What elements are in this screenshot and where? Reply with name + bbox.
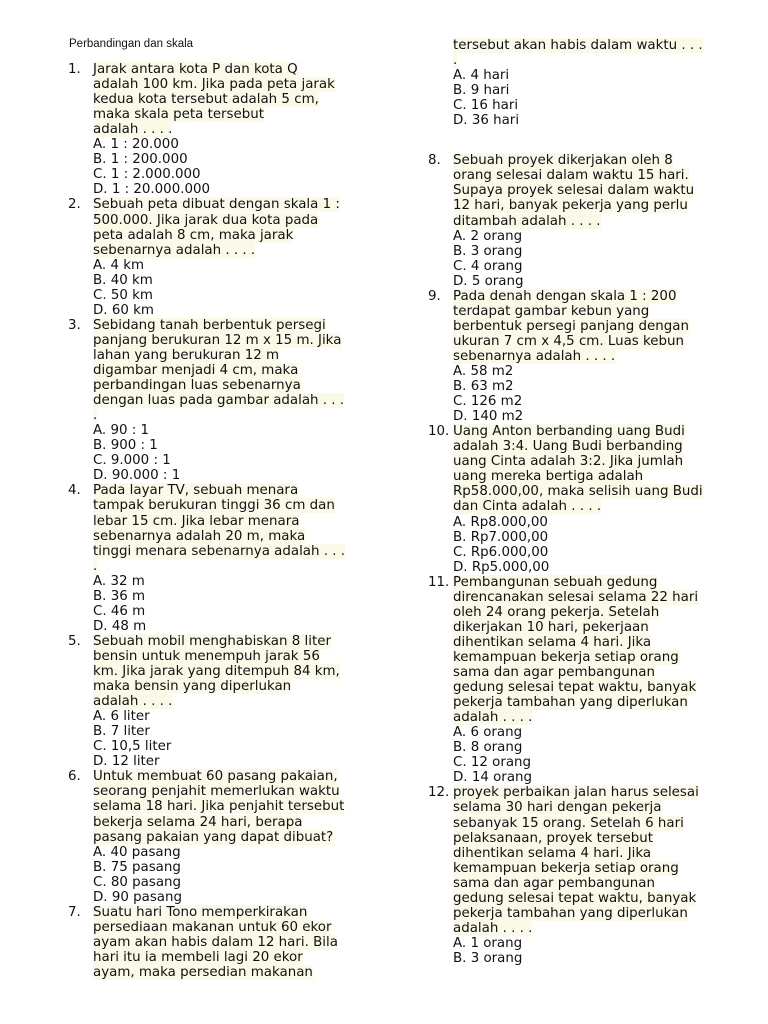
answer-option: A. 4 hari [453, 68, 510, 84]
question-text-line: sama dan agar pembangunan [453, 665, 655, 680]
question-text-line: panjang berukuran 12 m x 15 m. Jika [93, 332, 342, 348]
question-text-line: pekerja tambahan yang diperlukan [453, 905, 688, 921]
answer-option: B. 1 : 200.000 [93, 152, 188, 168]
answer-option: C. 50 km [93, 287, 153, 303]
question-text-line: . [93, 558, 98, 574]
question-text-line: 12 hari, banyak pekerja yang perlu [453, 198, 688, 214]
question-text-line: sebenarnya adalah . . . . [93, 242, 256, 258]
question-text-line: peta adalah 8 cm, maka jarak [93, 227, 294, 243]
answer-option: D. 60 km [93, 302, 154, 318]
question-text-line: proyek perbaikan jalan harus selesai [453, 785, 699, 801]
question-text-line: dihentikan selama 4 hari. Jika [453, 845, 652, 861]
question-text-line: Pada denah dengan skala 1 : 200 [453, 288, 677, 304]
answer-option: C. 16 hari [453, 98, 519, 114]
question-text-line: Uang Anton berbanding uang Budi [453, 424, 685, 440]
question-text-line: Jarak antara kota P dan kota Q [93, 62, 298, 77]
answer-option: C. Rp6.000,00 [453, 544, 549, 560]
page-title: Perbandingan dan skala [69, 38, 194, 50]
question-text-line: ditambah adalah . . . . [453, 213, 601, 229]
question-number: 7. [68, 904, 81, 920]
answer-option: C. 46 m [93, 603, 146, 619]
question-text-line: maka skala peta tersebut [93, 107, 265, 123]
answer-option: D. 1 : 20.000.000 [93, 182, 211, 198]
question-text-line: kedua kota tersebut adalah 5 cm, [93, 92, 319, 108]
answer-option: D. 14 orang [453, 770, 533, 786]
question-text-line: Suatu hari Tono memperkirakan [93, 904, 308, 920]
question-text-line: orang selesai dalam waktu 15 hari. [453, 168, 689, 184]
answer-option: B. 75 pasang [93, 859, 181, 875]
question-text-line: dihentikan selama 4 hari. Jika [453, 634, 652, 650]
answer-option: A. Rp8.000,00 [453, 514, 548, 530]
question-text-line: Supaya proyek selesai dalam waktu [453, 183, 695, 199]
answer-option: B. 7 liter [93, 724, 150, 740]
question-text-line: terdapat gambar kebun yang [453, 303, 650, 319]
question-number: 5. [68, 633, 81, 649]
question-text-line: oleh 24 orang pekerja. Setelah [453, 604, 660, 620]
question-text-line: sama dan agar pembangunan [453, 875, 655, 891]
question-text-line: . [93, 408, 98, 424]
question-text-line: adalah . . . . [453, 710, 533, 726]
question-text-line: selama 18 hari. Jika penjahit tersebut [93, 799, 345, 815]
question-text-line: kemampuan bekerja setiap orang [453, 860, 679, 876]
answer-option: D. 5 orang [453, 273, 524, 289]
question-text-line: ayam, maka persedian makanan [93, 965, 313, 980]
answer-option: D. Rp5.000,00 [453, 559, 550, 575]
answer-option: A. 32 m [93, 573, 145, 589]
question-text-line: lahan yang berukuran 12 m [93, 347, 280, 363]
question-text-line: sebenarnya adalah 20 m, maka [93, 528, 306, 544]
question-text-line: kemampuan bekerja setiap orang [453, 649, 679, 665]
question-text-line: ayam akan habis dalam 12 hari. Bila [93, 934, 338, 950]
answer-option: B. 3 orang [453, 243, 523, 259]
answer-option: A. 4 km [93, 257, 145, 273]
question-text-line: dikerjakan 10 hari, pekerjaan [453, 619, 649, 635]
question-text-line: selama 30 hari dengan pekerja [453, 800, 662, 816]
answer-option: C. 80 pasang [93, 874, 182, 890]
answer-option: A. 58 m2 [453, 364, 514, 379]
answer-option: B. 9 hari [453, 83, 510, 99]
answer-option: B. 63 m2 [453, 379, 514, 395]
question-text-line: gedung selesai tepat waktu, banyak [453, 680, 697, 696]
question-text-line: seorang penjahit memerlukan waktu [93, 784, 340, 800]
answer-option: A. 40 pasang [93, 844, 181, 860]
question-text-line: adalah 100 km. Jika pada peta jarak [93, 77, 335, 93]
question-text-line: direncanakan selesai selama 22 hari [453, 589, 699, 605]
answer-option: A. 6 liter [93, 709, 150, 725]
question-number: 9. [428, 288, 441, 304]
question-text-line: tampak berukuran tinggi 36 cm dan [93, 498, 335, 514]
question-text-line: perbandingan luas sebenarnya [93, 378, 301, 394]
question-text-line: uang mereka bertiga adalah [453, 469, 644, 485]
answer-option: C. 9.000 : 1 [93, 453, 171, 469]
answer-option: C. 12 orang [453, 755, 532, 771]
question-number: 6. [68, 769, 81, 785]
question-text-line: 500.000. Jika jarak dua kota pada [93, 212, 319, 228]
question-number: 11. [428, 574, 450, 590]
question-text-line: adalah . . . . [453, 920, 533, 936]
question-text-line: uang Cinta adalah 3:2. Jika jumlah [453, 454, 684, 470]
question-text-line: Sebuah proyek dikerjakan oleh 8 [453, 153, 673, 169]
answer-option: D. 36 hari [453, 113, 520, 129]
answer-option: C. 4 orang [453, 258, 523, 274]
question-text-line: maka bensin yang diperlukan [93, 679, 292, 695]
question-text-line: Sebuah peta dibuat dengan skala 1 : [93, 197, 340, 213]
question-text-line: hari itu ia membeli lagi 20 ekor [93, 949, 303, 965]
question-text-line: bensin untuk menempuh jarak 56 [93, 648, 320, 664]
question-text-line: km. Jika jarak yang ditempuh 84 km, [93, 664, 340, 679]
question-text-line: bekerja selama 24 hari, berapa [93, 814, 303, 830]
answer-option: C. 1 : 2.000.000 [93, 167, 201, 183]
answer-option: C. 10,5 liter [93, 739, 172, 755]
question-text-line: digambar menjadi 4 cm, maka [93, 363, 299, 378]
question-text-line: adalah 3:4. Uang Budi berbanding [453, 439, 683, 455]
question-text-line: Sebuah mobil menghabiskan 8 liter [93, 633, 331, 649]
question-text-line: berbentuk persegi panjang dengan [453, 318, 689, 334]
question-text-line: adalah . . . . [93, 122, 173, 138]
answer-option: A. 6 orang [453, 725, 523, 741]
answer-option: B. 36 m [93, 588, 146, 604]
answer-option: A. 2 orang [453, 228, 523, 244]
question-text-line: Untuk membuat 60 pasang pakaian, [93, 769, 338, 785]
question-text-line: lebar 15 cm. Jika lebar menara [93, 513, 300, 529]
answer-option: D. 48 m [93, 618, 147, 634]
question-number: 2. [68, 197, 81, 213]
question-number: 10. [428, 424, 450, 440]
question-number: 3. [68, 317, 81, 333]
answer-option: C. 126 m2 [453, 394, 523, 410]
answer-option: B. 900 : 1 [93, 438, 158, 454]
answer-option: D. 12 liter [93, 754, 160, 770]
answer-option: B. Rp7.000,00 [453, 529, 549, 545]
question-text-line: Pada layar TV, sebuah menara [93, 483, 299, 499]
answer-option: D. 140 m2 [453, 409, 524, 425]
answer-option: B. 8 orang [453, 740, 523, 756]
question-text-line: Sebidang tanah berbentuk persegi [93, 317, 326, 333]
question-text-line: tinggi menara sebenarnya adalah . . . [93, 543, 346, 559]
question-number: 4. [68, 483, 81, 499]
question-text-line: . [453, 53, 458, 69]
question-text-line: Pembangunan sebuah gedung [453, 574, 658, 590]
answer-option: D. 90.000 : 1 [93, 468, 181, 484]
answer-option: A. 1 orang [453, 935, 523, 951]
question-text-line: persediaan makanan untuk 60 ekor [93, 919, 332, 935]
answer-option: B. 3 orang [453, 950, 523, 966]
question-number: 1. [68, 62, 81, 77]
question-text-line: tersebut akan habis dalam waktu . . . [453, 38, 703, 53]
question-text-line: adalah . . . . [93, 694, 173, 710]
question-text-line: pelaksanaan, proyek tersebut [453, 830, 654, 846]
question-text-line: dan Cinta adalah . . . . [453, 499, 602, 515]
question-text-line: ukuran 7 cm x 4,5 cm. Luas kebun [453, 333, 685, 349]
answer-option: D. 90 pasang [93, 889, 182, 905]
question-text-line: Rp58.000,00, maka selisih uang Budi [453, 484, 703, 500]
question-number: 12. [428, 785, 450, 801]
question-text-line: sebanyak 15 orang. Setelah 6 hari [453, 815, 684, 831]
answer-option: B. 40 km [93, 272, 153, 288]
question-text-line: pasang pakaian yang dapat dibuat? [93, 829, 334, 845]
question-number: 8. [428, 153, 441, 169]
question-text-line: gedung selesai tepat waktu, banyak [453, 890, 697, 906]
answer-option: A. 1 : 20.000 [93, 137, 179, 153]
question-text-line: sebenarnya adalah . . . . [453, 348, 616, 364]
question-text-line: pekerja tambahan yang diperlukan [453, 695, 688, 711]
answer-option: A. 90 : 1 [93, 423, 150, 439]
question-text-line: dengan luas pada gambar adalah . . . [93, 393, 345, 409]
